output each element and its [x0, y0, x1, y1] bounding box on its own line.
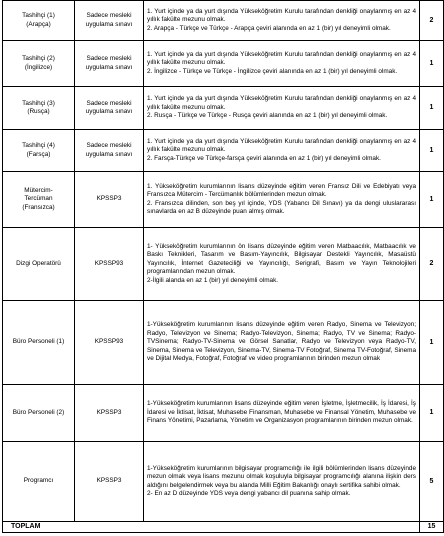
condition-item: 1. Yurt içinde ya da yurt dışında Yükseköğretim Kurulu tarafından denkliği onaylanmış en az 4 yıllık fakülte mezunu olmak.: [147, 95, 416, 111]
position-label: Tashihçi (1) (Arapça): [22, 12, 55, 28]
table-row: [3, 228, 444, 301]
requirement-cell: [75, 442, 144, 522]
position-count: 5: [429, 477, 434, 485]
table-row: [3, 130, 444, 172]
count-cell: [420, 385, 444, 442]
count-cell: [420, 87, 444, 130]
position-cell: [3, 172, 75, 228]
position-count: 1: [429, 59, 434, 67]
condition-item: 1. Yurt içinde ya da yurt dışında Yükseköğretim Kurulu tarafından denkliği onaylanmış en az 4 yıllık fakülte mezunu olmak.: [147, 7, 416, 24]
position-cell: [3, 442, 75, 522]
position-cell: [3, 385, 75, 442]
conditions-cell: [144, 1, 420, 41]
position-cell: [3, 301, 75, 385]
position-count: 1: [429, 195, 434, 203]
position-count: 1: [429, 338, 434, 346]
count-cell: [420, 228, 444, 301]
conditions-cell: [144, 172, 420, 228]
count-cell: [420, 172, 444, 228]
requirement-cell: [75, 1, 144, 41]
requirement-label: Sadece mesleki uygulama sınavı: [85, 99, 133, 115]
position-cell: [3, 1, 75, 41]
condition-item: 2. Arapça - Türkçe ve Türkçe - Arapça çeviri alanında en az 1 (bir) yıl deneyimli olmak.: [147, 24, 391, 32]
condition-item: 2. Farsça-Türkçe ve Türkçe-farsça çeviri alanında en az 1 (bir) yıl deneyimli olmak.: [147, 154, 381, 162]
position-cell: [3, 41, 75, 87]
conditions-cell: [144, 87, 420, 130]
position-count: 2: [429, 260, 434, 268]
table-row: [3, 87, 444, 130]
position-label: Dizgi Operatörü: [16, 259, 61, 267]
requirement-cell: [75, 385, 144, 442]
conditions-cell: [144, 41, 420, 87]
requirement-label: KPSSP3: [96, 408, 122, 416]
requirement-label: KPSSP3: [96, 477, 122, 485]
requirement-label: Sadece mesleki uygulama sınavı: [85, 142, 133, 158]
requirement-label: Sadece mesleki uygulama sınavı: [85, 12, 133, 28]
total-label-cell: [3, 522, 420, 533]
positions-table: [2, 0, 444, 533]
condition-item: 2. Rusça - Türkçe ve Türkçe - Rusça çeviri alanında en az 1 (bir) yıl deneyimli olmak.: [147, 112, 388, 120]
condition-item: 1- Yükseköğretim kurumlarının ön lisans düzeyinde eğitim veren Matbaacılık, Matbaacılık ve Baskı Teknikleri, Tasarım ve Basım-Yayıncılık, Bilgisayar Destekli Yayıncılık, Masaüstü Yayıncılık, İnternet Gazeteciliği ve Yayıncılığı, Serigrafi, Basım ve Yayın Teknolojileri programlarından mezun olmak.: [147, 242, 416, 276]
requirement-cell: [75, 228, 144, 301]
position-count: 2: [429, 16, 434, 24]
condition-item: 1-Yükseköğretim kurumlarının lisans düzeyinde eğitim veren Radyo, Sinema ve Televizyon; Radyo, Televizyon ve Sinema; Radyo-Televizyon, Sinema; Radyo, TV ve Sinema; Radyo-TVSinema; Radyo-TV-Sinema ve Görsel Sanatlar, Radyo ve Televizyon veya Radyo-TV, Sinema, Sinema ve Televizyon, Sinema-TV, Sinema-TV Fotoğraf, Sinema TV-Fotoğraf, Sinema ve Dijital Medya, Fotoğraf, Fotoğraf ve video programlarının birinden mezun olmak: [147, 321, 416, 363]
count-cell: [420, 41, 444, 87]
requirement-label: KPSSP93: [94, 338, 124, 346]
condition-item: 2. Fransızca dilinden, son beş yıl içinde, YDS (Yabancı Dil Sınavı) ya da dengi uluslararası sınavlarda en az B düzeyinde puan almış olmak.: [147, 199, 416, 215]
requirement-cell: [75, 172, 144, 228]
position-label: Büro Personeli (1): [12, 338, 65, 346]
requirement-label: Sadece mesleki uygulama sınavı: [85, 55, 133, 71]
requirement-label: KPSSP93: [94, 259, 124, 267]
total-label: TOPLAM: [11, 523, 41, 531]
position-cell: [3, 87, 75, 130]
position-label: Tashihçi (3) (Rusça): [22, 99, 55, 115]
position-count: 1: [429, 409, 434, 417]
position-cell: [3, 228, 75, 301]
requirement-label: KPSSP3: [96, 195, 122, 203]
table-row: [3, 442, 444, 522]
position-label: Programcı: [23, 477, 54, 485]
position-label: Mütercim- Tercüman (Fransızca): [22, 186, 55, 211]
position-count: 1: [429, 104, 434, 112]
position-count: 1: [429, 146, 434, 154]
condition-item: 2-İlgili alanda en az 1 (bir) yıl deneyimli olmak.: [147, 276, 279, 284]
conditions-cell: [144, 442, 420, 522]
total-row: [3, 522, 444, 533]
condition-item: 2. İngilizce - Türkçe ve Türkçe - İngilizce çeviri alanında en az 1 (bir) yıl deneyimli olmak.: [147, 67, 398, 75]
total-value-cell: [420, 522, 444, 533]
count-cell: [420, 130, 444, 172]
conditions-cell: [144, 228, 420, 301]
position-label: Büro Personeli (2): [12, 408, 65, 416]
conditions-cell: [144, 301, 420, 385]
position-label: Tashihçi (2) (İngilizce): [22, 55, 55, 71]
requirement-cell: [75, 87, 144, 130]
condition-item: 1-Yükseköğretim kurumlarının bilgisayar programcılığı ile ilgili bölümlerinden lisans düzeyinde mezun olmak veya lisans mezunu olmak koşuluyla bilgisayar programcılığı alanına ilişkin ders aldığını belgelendirmek veya bu alanda Milli Eğitim Bakanlığı onaylı sertifika sahibi olmak.: [147, 464, 416, 489]
condition-item: 2- En az D düzeyinde YDS veya dengi yabancı dil puanına sahip olmak.: [147, 489, 351, 497]
condition-item: 1. Yükseköğretim kurumlarının lisans düzeyinde eğitim veren Fransız Dili ve Edebiyatı veya Fransızca Mütercim - Tercümanlık bölümlerinden mezun olmak.: [147, 182, 416, 199]
table-row: [3, 172, 444, 228]
table-row: [3, 385, 444, 442]
conditions-cell: [144, 385, 420, 442]
table-row: [3, 301, 444, 385]
condition-item: 1. Yurt içinde ya da yurt dışında Yükseköğretim Kurulu tarafından denkliği onaylanmış en az 4 yıllık fakülte mezunu olmak.: [147, 137, 416, 154]
table-row: [3, 1, 444, 41]
condition-item: 1. Yurt içinde ya da yurt dışında Yükseköğretim Kurulu tarafından denkliği onaylanmış en az 4 yıllık fakülte mezunu olmak.: [147, 50, 416, 67]
position-label: Tashihçi (4) (Farsça): [22, 142, 55, 158]
count-cell: [420, 442, 444, 522]
condition-item: 1-Yükseköğretim kurumlarının lisans düzeyinde eğitim veren İşletme, İşletmecilik, İş İdaresi, İş İdaresi ve İktisat, İktisat, Muhasebe Finansman, Muhasebe ve Finansal Yönetim, Muhasebe ve Finans Yönetimi, Pazarlama, Yönetim ve Organizasyon programlarının birinden mezun olmak.: [147, 400, 416, 425]
requirement-cell: [75, 301, 144, 385]
total-value: 15: [427, 523, 436, 531]
requirement-cell: [75, 130, 144, 172]
table-row: [3, 41, 444, 87]
count-cell: [420, 1, 444, 41]
conditions-cell: [144, 130, 420, 172]
position-cell: [3, 130, 75, 172]
count-cell: [420, 301, 444, 385]
requirement-cell: [75, 41, 144, 87]
